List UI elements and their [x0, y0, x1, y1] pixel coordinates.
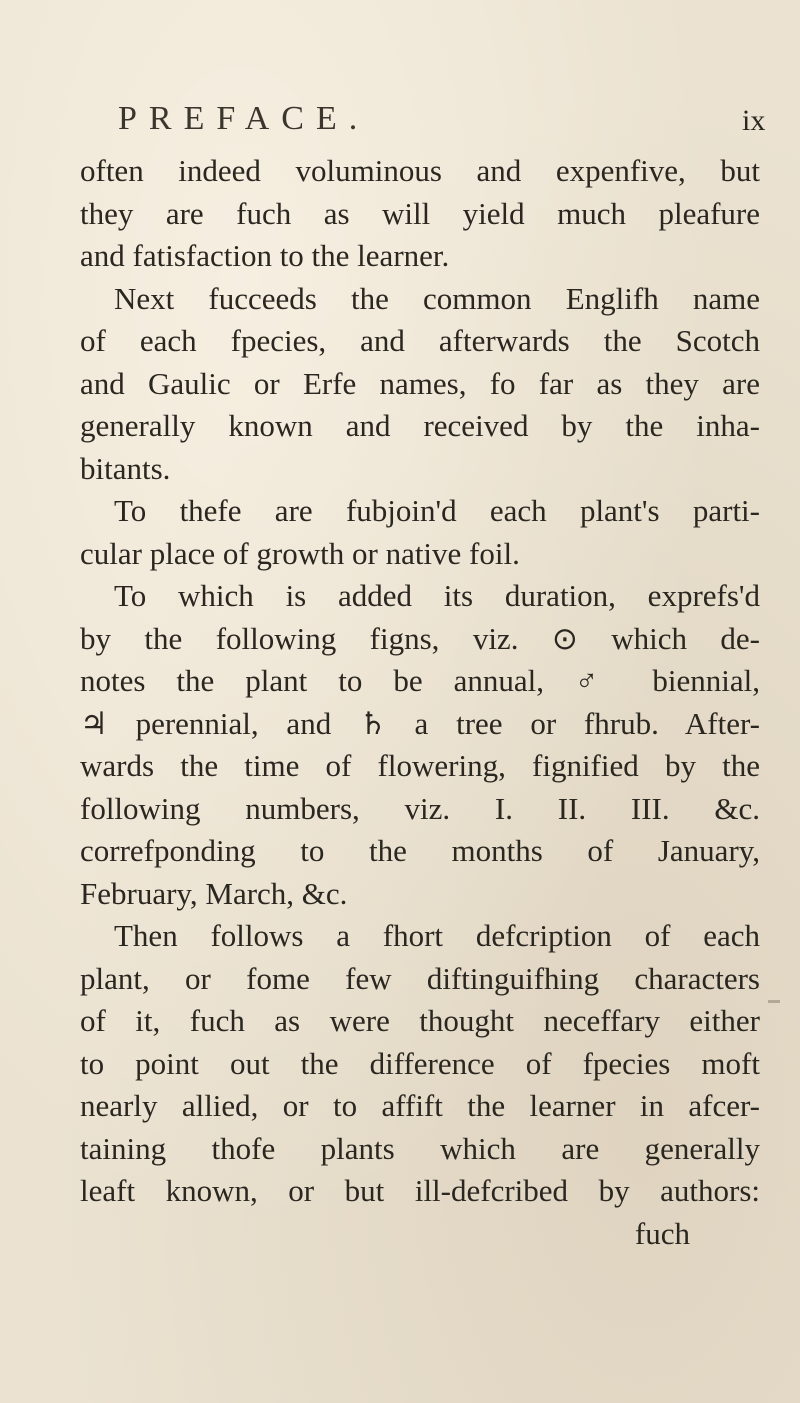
text-line: of it, fuch as were thought neceffary either [80, 1003, 760, 1038]
text-line: February, March, &c. [80, 875, 348, 911]
text-line: nearly allied, or to affift the learner in afcer- [80, 1088, 760, 1123]
text-line: wards the time of flowering, fignified by the [80, 748, 760, 783]
text-line: To thefe are fubjoin'd each plant's parti- [114, 493, 760, 528]
text-line: cular place of growth or native foil. [80, 535, 520, 571]
text-line: often indeed voluminous and expenfive, but [80, 153, 760, 188]
text-line: generally known and received by the inha- [80, 408, 760, 443]
running-head: PREFACE. [118, 100, 370, 137]
text-line: and Gaulic or Erfe names, fo far as they are [80, 365, 760, 401]
text-line: plant, or fome few diftinguifhing characters [80, 960, 760, 996]
text-line: ♃ perennial, and ♄ a tree or fhrub. After- [80, 705, 760, 741]
body-text [80, 150, 760, 1255]
text-line: following numbers, viz. I. II. III. &c. [80, 790, 760, 826]
text-line: bitants. [80, 450, 171, 486]
text-line: notes the plant to be annual, ♂ biennial, [80, 663, 760, 698]
text-line: of each fpecies, and afterwards the Scotch [80, 323, 760, 358]
text-line: leaft known, or but ill-defcribed by authors: [80, 1173, 760, 1208]
text-line: Next fucceeds the common Englifh name [114, 280, 760, 316]
catchword: fuch [634, 1215, 690, 1251]
text-line: Then follows a fhort defcription of each [114, 918, 760, 953]
page-header [0, 100, 800, 150]
text-line: correfponding to the months of January, [80, 833, 760, 868]
text-line: taining thofe plants which are generally [80, 1130, 760, 1166]
text-line: to point out the difference of fpecies moft [80, 1045, 760, 1081]
margin-mark [768, 1000, 780, 1003]
text-line: they are fuch as will yield much pleafure [80, 195, 760, 231]
page-number: ix [742, 104, 766, 137]
text-line: and fatisfaction to the learner. [80, 238, 450, 273]
text-line: To which is added its duration, exprefs'd [114, 578, 760, 613]
text-line: by the following figns, viz. ⊙ which de- [80, 620, 760, 656]
